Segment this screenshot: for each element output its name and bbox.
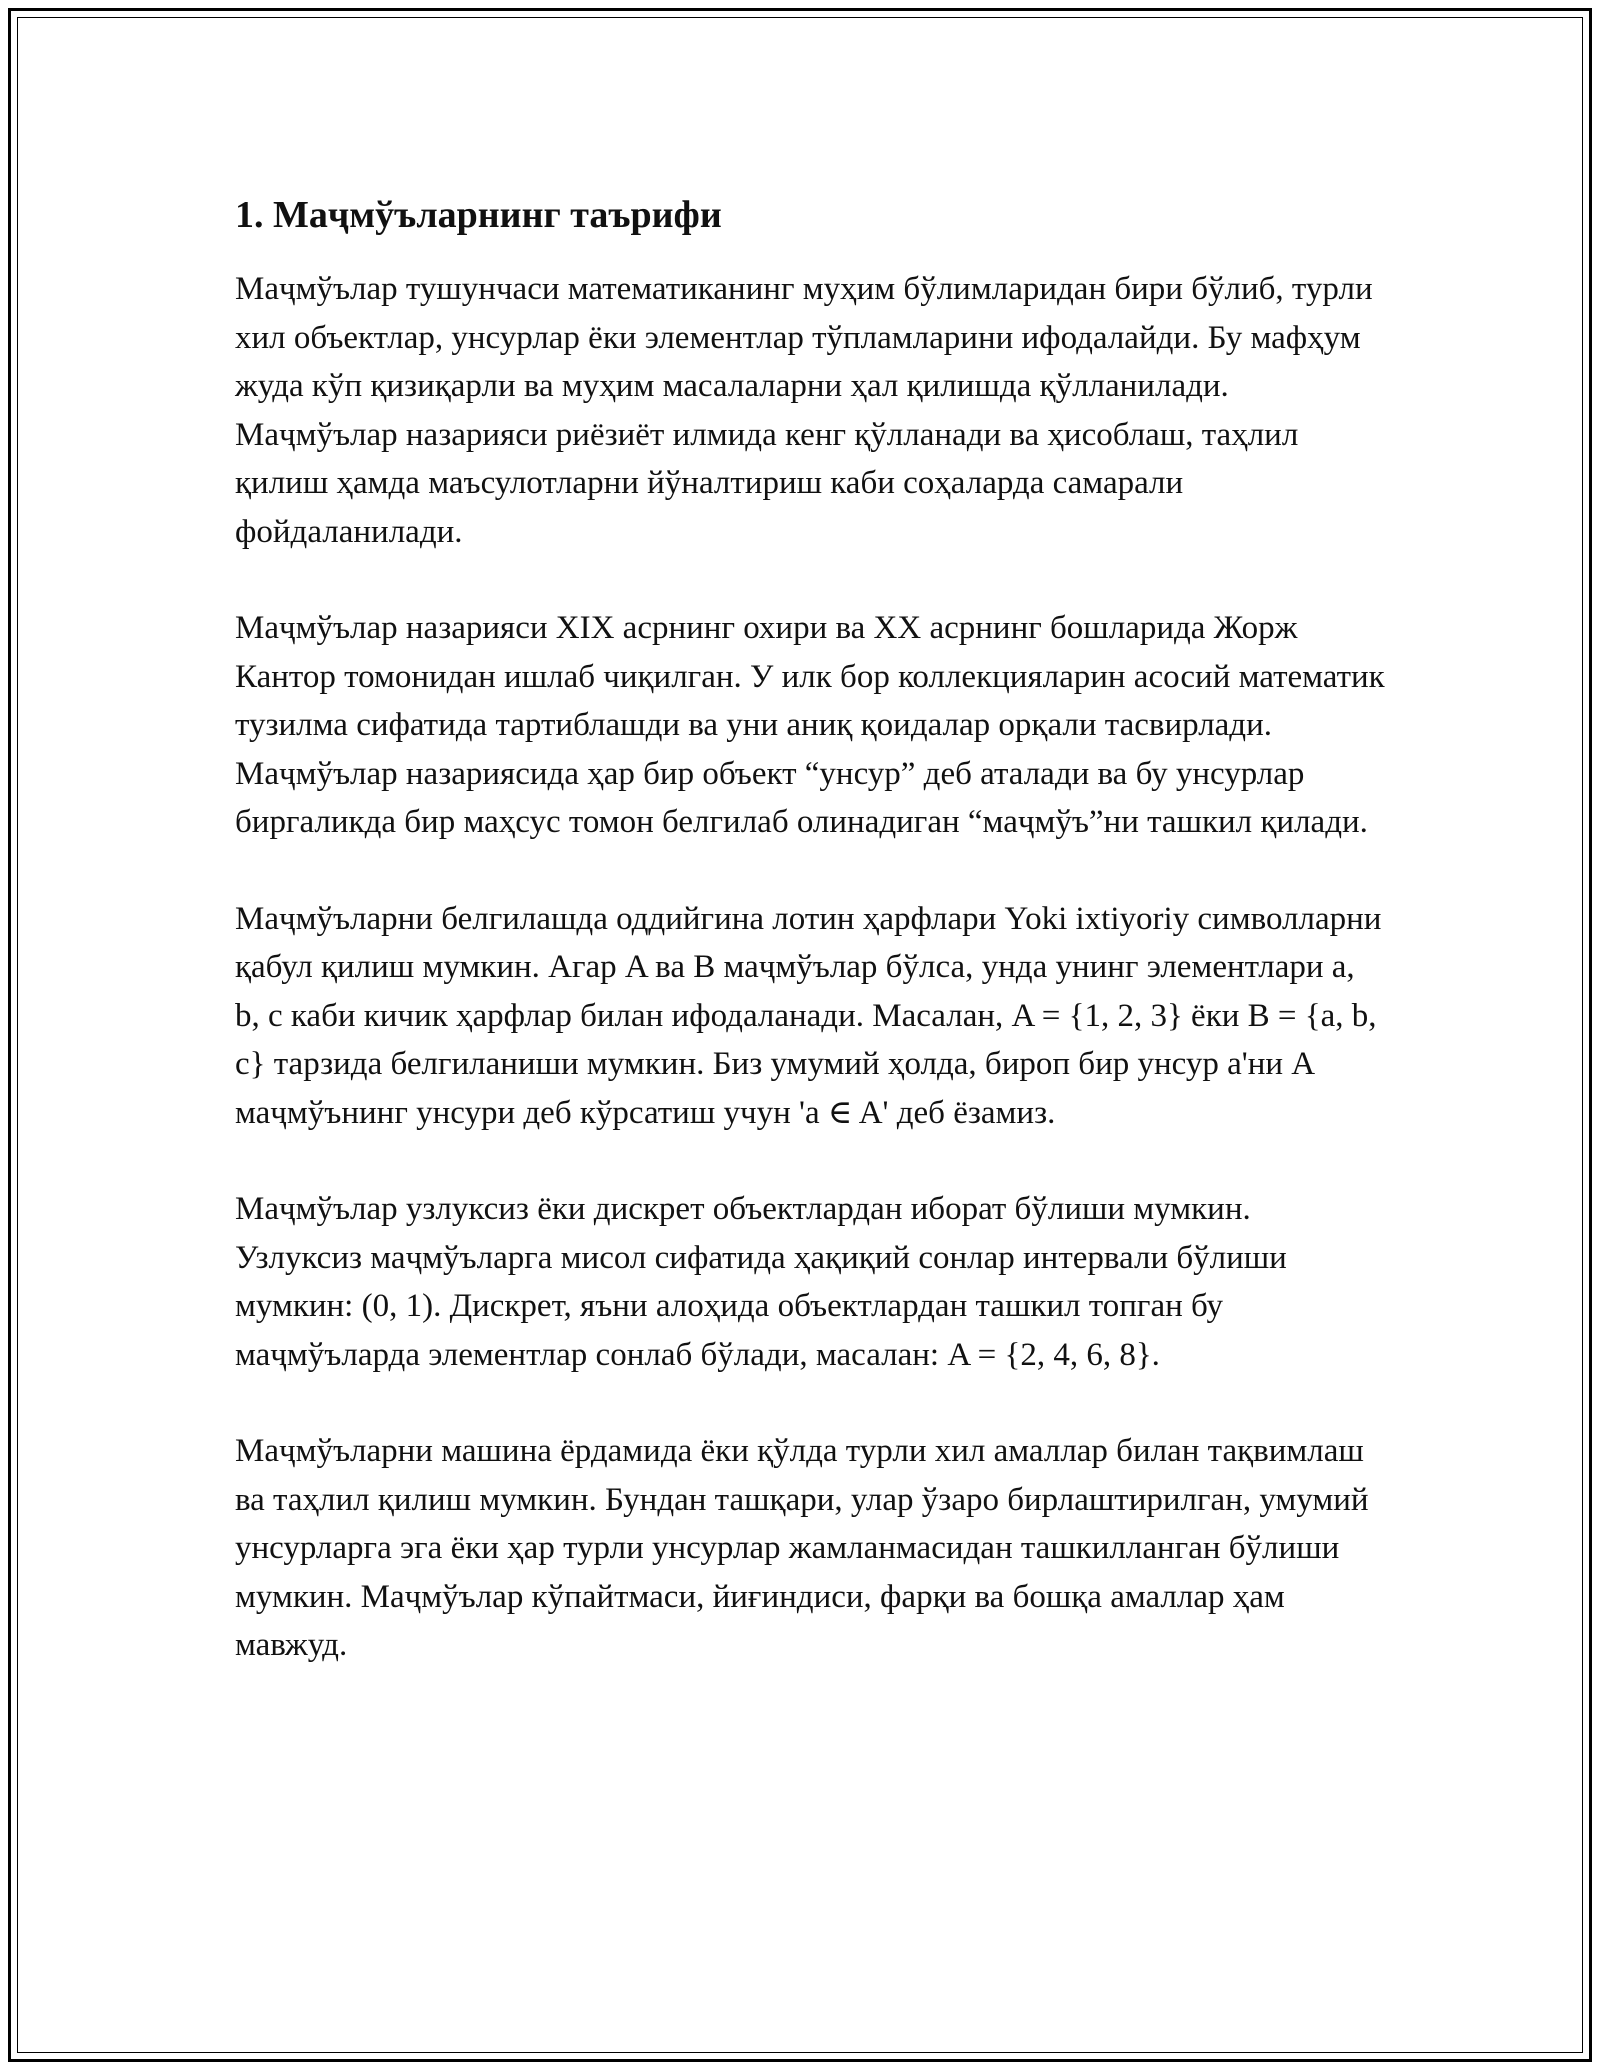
paragraph-3: Маҷмўъларни белгилашда оддийгина лотин ҳарфлари Yoki ixtiyoriy символларни қабул қилиш мумкин. Агар A ва B маҷмўълар бўлса, унда унинг элементлари a, b, c каби кичик ҳарфлар билан ифодаланади. Масалан, A = {1, 2, 3} ёки B = {a, b, c} тарзида белгиланиши мумкин. Биз умумий ҳолда, бироп бир унсур a'ни A маҷмўънинг унсури деб кўрсатиш учун 'a ∈ A' деб ёзамиз. (235, 900, 1382, 1131)
document-body (235, 187, 1385, 1718)
paragraph-1: Маҷмўълар тушунчаси математиканинг муҳим бўлимларидан бири бўлиб, турли хил объектлар, унсурлар ёки элементлар тўпламларини ифодалайди. Бу мафҳум жуда кўп қизиқарли ва муҳим масалаларни ҳал қилишда қўлланилади. Маҷмўълар назарияси риёзиёт илмида кенг қўлланади ва ҳисоблаш, таҳлил қилиш ҳамда маъсулотларни йўналтириш каби соҳаларда самарали фойдаланилади. (235, 271, 1373, 550)
paragraph-5: Маҷмўъларни машина ёрдамида ёки қўлда турли хил амаллар билан тақвимлаш ва таҳлил қилиш мумкин. Бундан ташқари, улар ўзаро бирлаштирилган, умумий унсурларга эга ёки ҳар турли унсурлар жамланмасидан ташкилланган бўлиши мумкин. Маҷмўълар кўпайтмаси, йиғиндиси, фарқи ва бошқа амаллар ҳам мавжуд. (235, 1433, 1369, 1663)
paragraph-4: Маҷмўълар узлуксиз ёки дискрет объектлардан иборат бўлиши мумкин. Узлуксиз маҷмўъларга мисол сифатида ҳақиқий сонлар интервали бўлиши мумкин: (0, 1). Дискрет, яъни алоҳида объектлардан ташкил топган бу маҷмўъларда элементлар сонлаб бўлади, масалан: A = {2, 4, 6, 8}. (235, 1191, 1287, 1373)
paragraph-2: Маҷмўълар назарияси XIX асрнинг охири ва XX асрнинг бошларида Жорж Кантор томонидан ишлаб чиқилган. У илк бор коллекцияларин асосий математик тузилма сифатида тартиблашди ва уни аниқ қоидалар орқали тасвирлади. Маҷмўълар назариясида ҳар бир объект “унсур” деб аталади ва бу унсурлар биргаликда бир маҳсус томон белгилаб олинадиган “маҷмўъ”ни ташкил қилади. (235, 610, 1385, 840)
section-heading: 1. Маҷмўъларнинг таърифи (235, 194, 722, 236)
